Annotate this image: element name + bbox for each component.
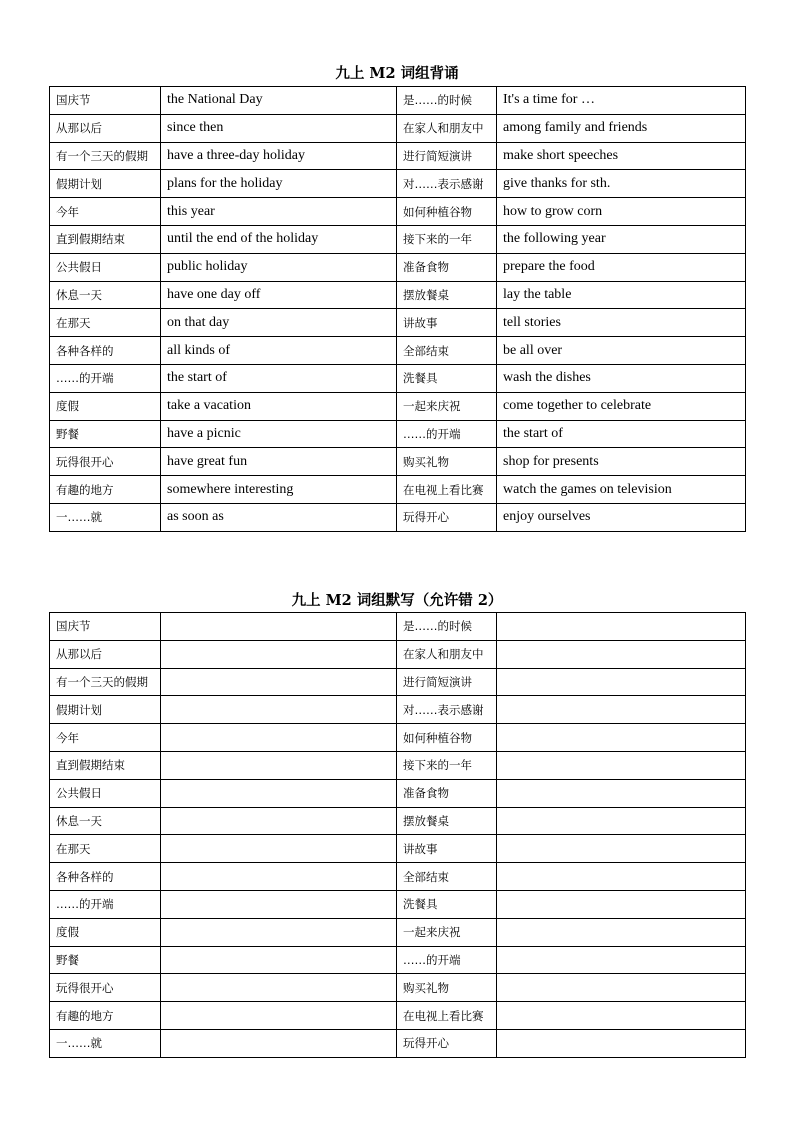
table-row <box>50 696 746 724</box>
chinese-phrase: 国庆节 <box>50 87 161 115</box>
answer-blank <box>161 779 397 807</box>
table-row <box>50 751 746 779</box>
english-phrase: have great fun <box>161 448 397 476</box>
recite-title: 九上 M2 词组背诵 <box>335 65 459 82</box>
chinese-phrase: ……的开端 <box>50 364 161 392</box>
chinese-phrase: 在家人和朋友中 <box>397 640 497 668</box>
chinese-phrase: 如何种植谷物 <box>397 724 497 752</box>
chinese-phrase: 准备食物 <box>397 253 497 281</box>
chinese-phrase: 全部结束 <box>397 863 497 891</box>
table-row <box>50 170 746 198</box>
chinese-phrase: 摆放餐桌 <box>397 281 497 309</box>
table-row <box>50 476 746 504</box>
chinese-phrase: 在家人和朋友中 <box>397 114 497 142</box>
chinese-phrase: 公共假日 <box>50 779 161 807</box>
chinese-phrase: ……的开端 <box>50 890 161 918</box>
chinese-phrase: 从那以后 <box>50 114 161 142</box>
table-row <box>50 114 746 142</box>
chinese-phrase: 有趣的地方 <box>50 476 161 504</box>
table-row <box>50 142 746 170</box>
english-phrase: since then <box>161 114 397 142</box>
english-phrase: It's a time for … <box>497 87 746 115</box>
chinese-phrase: 一起来庆祝 <box>397 918 497 946</box>
chinese-phrase: 购买礼物 <box>397 448 497 476</box>
english-phrase: all kinds of <box>161 337 397 365</box>
table-row <box>50 613 746 641</box>
table-row <box>50 337 746 365</box>
table-row <box>50 87 746 115</box>
answer-blank <box>497 974 746 1002</box>
table-row <box>50 835 746 863</box>
chinese-phrase: 一……就 <box>50 503 161 531</box>
english-phrase: have a three-day holiday <box>161 142 397 170</box>
chinese-phrase: 全部结束 <box>397 337 497 365</box>
english-phrase: the National Day <box>161 87 397 115</box>
chinese-phrase: 讲故事 <box>397 835 497 863</box>
table-row <box>50 503 746 531</box>
chinese-phrase: 各种各样的 <box>50 863 161 891</box>
english-phrase: public holiday <box>161 253 397 281</box>
chinese-phrase: 进行简短演讲 <box>397 668 497 696</box>
english-phrase: until the end of the holiday <box>161 225 397 253</box>
english-phrase: as soon as <box>161 503 397 531</box>
chinese-phrase: 玩得很开心 <box>50 448 161 476</box>
answer-blank <box>161 668 397 696</box>
chinese-phrase: 今年 <box>50 724 161 752</box>
answer-blank <box>161 863 397 891</box>
chinese-phrase: 度假 <box>50 392 161 420</box>
chinese-phrase: 休息一天 <box>50 281 161 309</box>
english-phrase: how to grow corn <box>497 198 746 226</box>
answer-blank <box>497 724 746 752</box>
chinese-phrase: 假期计划 <box>50 170 161 198</box>
chinese-phrase: 一起来庆祝 <box>397 392 497 420</box>
answer-blank <box>161 613 397 641</box>
english-phrase: take a vacation <box>161 392 397 420</box>
answer-blank <box>161 974 397 1002</box>
answer-blank <box>161 946 397 974</box>
english-phrase: enjoy ourselves <box>497 503 746 531</box>
chinese-phrase: 有一个三天的假期 <box>50 142 161 170</box>
table-row <box>50 364 746 392</box>
chinese-phrase: 直到假期结束 <box>50 225 161 253</box>
english-phrase: be all over <box>497 337 746 365</box>
chinese-phrase: 讲故事 <box>397 309 497 337</box>
english-phrase: this year <box>161 198 397 226</box>
english-phrase: tell stories <box>497 309 746 337</box>
dictation-title: 九上 M2 词组默写（允许错 2） <box>291 592 503 609</box>
chinese-phrase: 洗餐具 <box>397 364 497 392</box>
chinese-phrase: 是……的时候 <box>397 87 497 115</box>
chinese-phrase: 野餐 <box>50 420 161 448</box>
chinese-phrase: 在那天 <box>50 835 161 863</box>
chinese-phrase: 一……就 <box>50 1029 161 1057</box>
english-phrase: make short speeches <box>497 142 746 170</box>
answer-blank <box>161 1029 397 1057</box>
recite-table <box>49 86 746 532</box>
answer-blank <box>497 918 746 946</box>
answer-blank <box>497 668 746 696</box>
chinese-phrase: 对……表示感谢 <box>397 170 497 198</box>
english-phrase: give thanks for sth. <box>497 170 746 198</box>
table-row <box>50 918 746 946</box>
chinese-phrase: 玩得很开心 <box>50 974 161 1002</box>
answer-blank <box>497 779 746 807</box>
table-row <box>50 640 746 668</box>
english-phrase: have a picnic <box>161 420 397 448</box>
dictation-table-body <box>50 613 746 1058</box>
answer-blank <box>161 835 397 863</box>
table-row <box>50 309 746 337</box>
answer-blank <box>497 890 746 918</box>
table-row <box>50 974 746 1002</box>
chinese-phrase: 洗餐具 <box>397 890 497 918</box>
chinese-phrase: 有趣的地方 <box>50 1002 161 1030</box>
recite-table-body <box>50 87 746 532</box>
english-phrase: come together to celebrate <box>497 392 746 420</box>
answer-blank <box>161 640 397 668</box>
chinese-phrase: 如何种植谷物 <box>397 198 497 226</box>
table-row <box>50 779 746 807</box>
answer-blank <box>161 696 397 724</box>
chinese-phrase: 是……的时候 <box>397 613 497 641</box>
answer-blank <box>497 1002 746 1030</box>
chinese-phrase: 在那天 <box>50 309 161 337</box>
chinese-phrase: 玩得开心 <box>397 503 497 531</box>
table-row <box>50 281 746 309</box>
chinese-phrase: 野餐 <box>50 946 161 974</box>
chinese-phrase: 玩得开心 <box>397 1029 497 1057</box>
chinese-phrase: 在电视上看比赛 <box>397 1002 497 1030</box>
answer-blank <box>497 863 746 891</box>
dictation-table <box>49 612 746 1058</box>
table-row <box>50 863 746 891</box>
chinese-phrase: 休息一天 <box>50 807 161 835</box>
table-row <box>50 807 746 835</box>
english-phrase: watch the games on television <box>497 476 746 504</box>
answer-blank <box>497 613 746 641</box>
chinese-phrase: 度假 <box>50 918 161 946</box>
english-phrase: the following year <box>497 225 746 253</box>
english-phrase: shop for presents <box>497 448 746 476</box>
answer-blank <box>161 724 397 752</box>
answer-blank <box>161 918 397 946</box>
answer-blank <box>497 640 746 668</box>
table-row <box>50 392 746 420</box>
chinese-phrase: 接下来的一年 <box>397 225 497 253</box>
chinese-phrase: 今年 <box>50 198 161 226</box>
chinese-phrase: 国庆节 <box>50 613 161 641</box>
table-row <box>50 225 746 253</box>
chinese-phrase: 对……表示感谢 <box>397 696 497 724</box>
chinese-phrase: 直到假期结束 <box>50 751 161 779</box>
chinese-phrase: ……的开端 <box>397 420 497 448</box>
chinese-phrase: 摆放餐桌 <box>397 807 497 835</box>
chinese-phrase: 准备食物 <box>397 779 497 807</box>
answer-blank <box>497 946 746 974</box>
english-phrase: on that day <box>161 309 397 337</box>
table-row <box>50 420 746 448</box>
english-phrase: plans for the holiday <box>161 170 397 198</box>
table-row <box>50 1029 746 1057</box>
answer-blank <box>497 696 746 724</box>
english-phrase: lay the table <box>497 281 746 309</box>
answer-blank <box>161 1002 397 1030</box>
chinese-phrase: 假期计划 <box>50 696 161 724</box>
chinese-phrase: 从那以后 <box>50 640 161 668</box>
answer-blank <box>161 807 397 835</box>
chinese-phrase: 公共假日 <box>50 253 161 281</box>
table-row <box>50 448 746 476</box>
english-phrase: somewhere interesting <box>161 476 397 504</box>
chinese-phrase: 购买礼物 <box>397 974 497 1002</box>
table-row <box>50 253 746 281</box>
table-row <box>50 724 746 752</box>
answer-blank <box>497 835 746 863</box>
table-row <box>50 198 746 226</box>
table-row <box>50 668 746 696</box>
table-row <box>50 890 746 918</box>
chinese-phrase: ……的开端 <box>397 946 497 974</box>
answer-blank <box>161 751 397 779</box>
table-row <box>50 946 746 974</box>
english-phrase: prepare the food <box>497 253 746 281</box>
answer-blank <box>497 1029 746 1057</box>
chinese-phrase: 进行简短演讲 <box>397 142 497 170</box>
english-phrase: the start of <box>161 364 397 392</box>
english-phrase: the start of <box>497 420 746 448</box>
answer-blank <box>497 807 746 835</box>
table-row <box>50 1002 746 1030</box>
english-phrase: have one day off <box>161 281 397 309</box>
answer-blank <box>161 890 397 918</box>
english-phrase: wash the dishes <box>497 364 746 392</box>
chinese-phrase: 有一个三天的假期 <box>50 668 161 696</box>
chinese-phrase: 各种各样的 <box>50 337 161 365</box>
english-phrase: among family and friends <box>497 114 746 142</box>
chinese-phrase: 在电视上看比赛 <box>397 476 497 504</box>
answer-blank <box>497 751 746 779</box>
chinese-phrase: 接下来的一年 <box>397 751 497 779</box>
